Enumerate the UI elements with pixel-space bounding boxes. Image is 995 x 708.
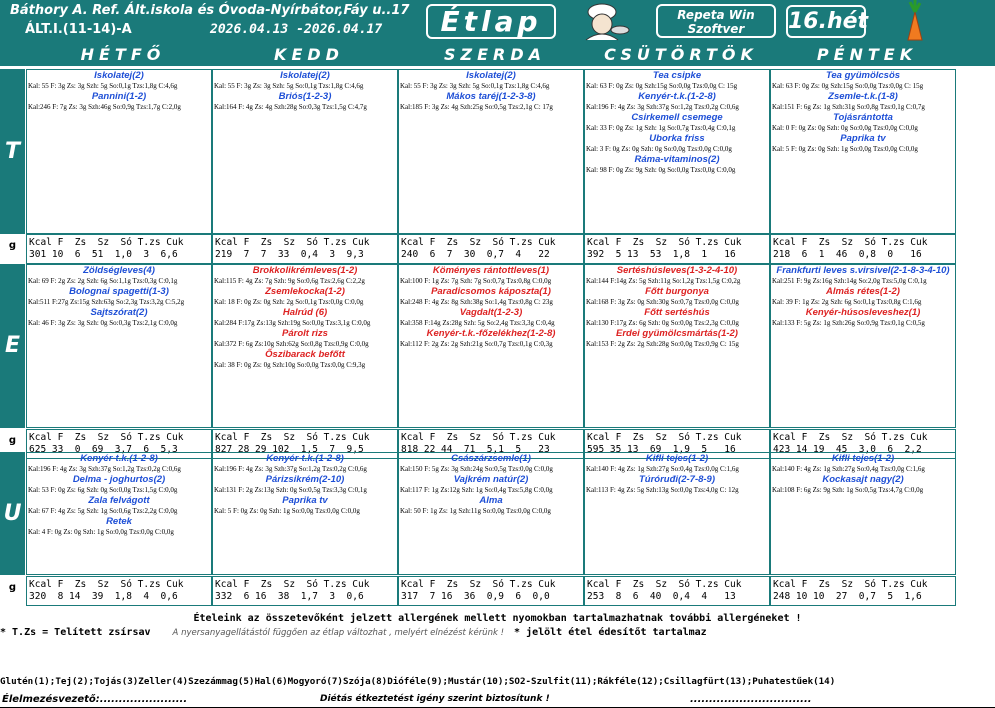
menu-item (27, 516, 211, 537)
unit-label: g (8, 240, 17, 251)
nutrition-line: Kal:133 F: 5g Zs: 1g Szh:26g So:0,9g Tzs:0,1g C:0,5g (772, 319, 925, 327)
menu-item (399, 474, 583, 495)
class-label: ÁLT.I.(11-14)-A (25, 22, 132, 37)
food-name: Kenyér-t.k.-főzelékhez(1-2-8) (426, 328, 556, 339)
sum-values: 423 14 19 45 3,0 6 2,2 (773, 444, 922, 455)
menu-item (585, 91, 769, 112)
food-name: Kenyér-t.k.(1-2-8) (266, 453, 344, 464)
nutrition-line: Kal:185 F: 3g Zs: 4g Szh:25g So:0,5g Tzs:2,1g C: 17g (400, 103, 553, 111)
sum-values: 219 7 7 33 0,4 3 9,3 (215, 249, 364, 260)
menu-item (585, 474, 769, 495)
food-name: Frankfurti leves s.virsivel(2-1-8-3-4-10) (776, 265, 950, 276)
menu-cell (584, 264, 770, 428)
food-name: Kifli tejes(1-2) (831, 453, 895, 464)
nutrition-line: Kal: 39 F: 1g Zs: 2g Szh: 6g So:0,1g Tzs:0,8g C:1,6g (772, 298, 922, 306)
food-name: Párolt rizs (282, 328, 328, 339)
tzs-note: * T.Zs = Telített zsírsav (0, 627, 151, 638)
menu-item (213, 265, 397, 286)
nutrition-line: Kal:248 F: 4g Zs: 8g Szh:38g So:1,4g Tzs:0,8g C: 23g (400, 298, 553, 306)
nutrition-line: Kal:358 F:14g Zs:28g Szh: 5g So:2,4g Tzs:3,3g C:0,4g (400, 319, 555, 327)
nutrition-line: Kal: 98 F: 0g Zs: 9g Szh: 0g So:0,0g Tzs:0,0g C:0,0g (586, 166, 736, 174)
meal-label-E: E (0, 264, 25, 428)
nutrition-line: Kal:511 F:27g Zs:15g Szh:63g So:2,3g Tzs:3,2g C:5,2g (28, 298, 185, 306)
daily-sum (26, 576, 212, 606)
food-name: Sertéshúsleves(1-3-2-4-10) (616, 265, 738, 276)
food-name: Bolognai spagetti(1-3) (69, 286, 169, 297)
nutrition-line: Kal: 4 F: 0g Zs: 0g Szh: 1g So:0,0g Tzs:0,0g C:0,0g (28, 528, 174, 536)
food-name: Erdei gyümölcsmártás(1-2) (616, 328, 738, 339)
daily-sum (770, 234, 956, 264)
nutrition-line: Kal:151 F: 6g Zs: 1g Szh:31g So:0,8g Tzs:0,1g C:0,7g (772, 103, 925, 111)
menu-item (399, 70, 583, 91)
food-name: Zöldségleves(4) (83, 265, 155, 276)
nutrition-line: Kal:115 F: 4g Zs: 7g Szh: 9g So:0,6g Tzs:2,6g C:2,2g (214, 277, 365, 285)
food-name: Kenyér-húsosleveshez(1) (805, 307, 921, 318)
nutrition-line: Kal: 55 F: 3g Zs: 3g Szh: 5g So:0,1g Tzs:1,8g C:4,6g (28, 82, 178, 90)
food-name: Iskolatej(2) (466, 70, 516, 81)
menu-item (771, 91, 955, 112)
nutrition-line: Kal: 67 F: 4g Zs: 5g Szh: 1g So:0,6g Tzs:2,2g C:0,0g (28, 507, 178, 515)
manager-line (0, 694, 995, 708)
nutrition-line: Kal:117 F: 1g Zs:12g Szh: 1g So:0,4g Tzs:5,8g C:0,0g (400, 486, 553, 494)
nutrition-line: Kal:196 F: 4g Zs: 3g Szh:37g So:1,2g Tzs:0,2g C:0,6g (214, 465, 367, 473)
food-name: Iskolatej(2) (280, 70, 330, 81)
food-name: Brokkolikrémleves(1-2) (252, 265, 358, 276)
food-name: Sajtszórat(2) (90, 307, 148, 318)
nutrition-line: Kal:140 F: 4g Zs: 1g Szh:27g So:0,4g Tzs:0,0g C:1,6g (772, 465, 925, 473)
menu-item (27, 286, 211, 307)
nutrition-line: Kal:284 F:17g Zs:13g Szh:19g So:0,0g Tzs:3,1g C:0,0g (214, 319, 371, 327)
food-name: Vajkrém natúr(2) (453, 474, 529, 485)
food-name: Főtt sertéshús (644, 307, 710, 318)
daily-sum (398, 576, 584, 606)
footer-note-line (0, 627, 995, 638)
header-bar (0, 0, 995, 43)
nutrition-line: Kal:108 F: 6g Zs: 9g Szh: 1g So:0,5g Tzs:4,7g C:0,0g (772, 486, 924, 494)
menu-item (771, 133, 955, 154)
sum-header: Kcal F Zs Sz Só T.zs Cuk (773, 237, 928, 248)
menu-item (213, 328, 397, 349)
menu-cell (26, 264, 212, 428)
menu-cell (212, 264, 398, 428)
chef-icon (572, 2, 632, 42)
food-name: Almás rétes(1-2) (826, 286, 900, 297)
software-name: Repeta Win (677, 8, 755, 22)
food-name: Vagdalt(1-2-3) (459, 307, 523, 318)
menu-item (585, 70, 769, 91)
menu-item (399, 286, 583, 307)
menu-item (585, 265, 769, 286)
signature-line: ................................ (690, 694, 812, 705)
menu-item (771, 474, 955, 495)
nutrition-line: Kal:246 F: 7g Zs: 3g Szh:46g So:0,9g Tzs:1,7g C:2,0g (28, 103, 181, 111)
sum-header: Kcal F Zs Sz Só T.zs Cuk (587, 579, 742, 590)
nutrition-line: Kal:251 F: 9g Zs:16g Szh:14g So:2,0g Tzs:5,0g C:0,1g (772, 277, 927, 285)
nutrition-line: Kal: 50 F: 1g Zs: 1g Szh:11g So:0,0g Tzs:0,0g C:0,0g (400, 507, 551, 515)
menu-item (585, 133, 769, 154)
nutrition-line: Kal: 55 F: 3g Zs: 3g Szh: 5g So:0,1g Tzs:1,8g C:4,6g (400, 82, 550, 90)
meal-label-U: U (0, 452, 25, 575)
menu-item (585, 453, 769, 474)
menu-item (585, 286, 769, 307)
nutrition-line: Kal: 3 F: 0g Zs: 0g Szh: 0g So:0,0g Tzs:0,0g C:0,0g (586, 145, 732, 153)
menu-item (213, 453, 397, 474)
software-badge (656, 4, 776, 38)
day-header-2: KEDD (274, 45, 344, 64)
unit-label: g (8, 582, 17, 593)
menu-item (213, 91, 397, 112)
manager-label: Élelmezésvezető:....................... (2, 694, 188, 705)
menu-cell (26, 69, 212, 234)
day-header-1: HÉTFŐ (80, 45, 166, 64)
sum-header: Kcal F Zs Sz Só T.zs Cuk (215, 432, 370, 443)
week-label: 16.hét (786, 5, 866, 38)
menu-item (27, 495, 211, 516)
food-name: Párizsikrém(2-10) (265, 474, 345, 485)
unit-label: g (8, 435, 17, 446)
food-name: Kenyér-t.k.(1-2-8) (638, 91, 716, 102)
sum-values: 320 8 14 39 1,8 4 0,6 (29, 591, 178, 602)
nutrition-line: Kal: 69 F: 2g Zs: 2g Szh: 6g So:1,1g Tzs:0,3g C:0,1g (28, 277, 178, 285)
menu-item (771, 453, 955, 474)
nutrition-line: Kal: 5 F: 0g Zs: 0g Szh: 1g So:0,0g Tzs:0,0g C:0,0g (772, 145, 918, 153)
sum-values: 253 8 6 40 0,4 4 13 (587, 591, 736, 602)
sum-values: 818 22 44 71 5,1 5 23 (401, 444, 550, 455)
nutrition-line: Kal:164 F: 4g Zs: 4g Szh:28g So:0,3g Tzs:1,5g C:4,7g (214, 103, 367, 111)
nutrition-line: Kal: 33 F: 0g Zs: 1g Szh: 1g So:0,7g Tzs:0,4g C:0,1g (586, 124, 736, 132)
food-name: Mákos taréj(1-2-3-8) (446, 91, 536, 102)
nutrition-line: Kal: 0 F: 0g Zs: 0g Szh: 0g So:0,0g Tzs:0,0g C:0,0g (772, 124, 918, 132)
menu-item (771, 265, 955, 286)
nutrition-line: Kal: 18 F: 0g Zs: 0g Szh: 2g So:0,1g Tzs:0,0g C:0,0g (214, 298, 364, 306)
software-sub: Szoftver (687, 22, 745, 36)
menu-item (213, 495, 397, 516)
allergen-note: Ételeink az összetevőként jelzett allergének mellett nyomokban tartalmazhatnak további allergéneket ! (193, 613, 802, 624)
food-name: Uborka friss (649, 133, 705, 144)
food-name: Paprika tv (282, 495, 328, 506)
menu-item (27, 265, 211, 286)
menu-cell (584, 69, 770, 234)
sum-header: Kcal F Zs Sz Só T.zs Cuk (29, 579, 184, 590)
menu-item (213, 349, 397, 370)
menu-item (771, 70, 955, 91)
food-name: Köményes rántottleves(1) (432, 265, 550, 276)
daily-sum (770, 576, 956, 606)
nutrition-line: Kal:131 F: 2g Zs:13g Szh: 0g So:0,5g Tzs:3,3g C:0,1g (214, 486, 367, 494)
daily-sum (584, 234, 770, 264)
menu-item (399, 453, 583, 474)
menu-cell (26, 452, 212, 575)
menu-item (771, 112, 955, 133)
menu-item (399, 265, 583, 286)
menu-cell (584, 452, 770, 575)
menu-item (213, 70, 397, 91)
food-name: Pannini(1-2) (91, 91, 147, 102)
nutrition-line: Kal: 38 F: 0g Zs: 0g Szh:10g So:0,0g Tzs:0,0g C:9,3g (214, 361, 366, 369)
food-name: Kenyér-t.k.(1-2-8) (80, 453, 158, 464)
food-name: Túróruđi(2-7-8-9) (639, 474, 715, 485)
change-note: A nyersanyagellátástól függően az étlap változhat , melyért elnézést kérünk ! (172, 628, 504, 638)
menu-item (27, 453, 211, 474)
menu-item (585, 307, 769, 328)
nutrition-line: Kal:372 F: 6g Zs:10g Szh:62g So:0,8g Tzs:0,9g C:0,0g (214, 340, 369, 348)
menu-item (399, 328, 583, 349)
nutrition-line: Kal: 63 F: 0g Zs: 0g Szh:15g So:0,0g Tzs:0,0g C: 15g (586, 82, 738, 90)
nutrition-line: Kal:196 F: 4g Zs: 3g Szh:37g So:1,2g Tzs:0,2g C:0,6g (586, 103, 739, 111)
menu-cell (398, 452, 584, 575)
diet-note: Diétás étkeztetést igény szerint biztosítunk ! (320, 694, 550, 704)
food-name: Császárzsemle(1) (451, 453, 531, 464)
daily-sum (212, 576, 398, 606)
sum-header: Kcal F Zs Sz Só T.zs Cuk (29, 237, 184, 248)
daily-sum (212, 234, 398, 264)
food-name: Halrúd (6) (282, 307, 328, 318)
nutrition-line: Kal:100 F: 1g Zs: 7g Szh: 7g So:0,7g Tzs:0,8g C:0,0g (400, 277, 552, 285)
menu-item (399, 307, 583, 328)
sum-values: 240 6 7 30 0,7 4 22 (401, 249, 550, 260)
food-name: Retek (106, 516, 132, 527)
day-header-4: CSÜTÖRTÖK (604, 45, 758, 64)
food-name: Zsemle-t.k.(1-8) (828, 91, 898, 102)
day-header-3: SZERDA (443, 45, 547, 64)
food-name: Delma - joghurtos(2) (72, 474, 166, 485)
menu-item (27, 91, 211, 112)
day-header-row (0, 43, 995, 66)
food-name: Paprika tv (840, 133, 886, 144)
nutrition-line: Kal: 63 F: 0g Zs: 0g Szh:15g So:0,0g Tzs:0,0g C: 15g (772, 82, 924, 90)
nutrition-line: Kal: 46 F: 3g Zs: 3g Szh: 0g So:0,3g Tzs:2,1g C:0,0g (28, 319, 178, 327)
menu-item (399, 495, 583, 516)
food-name: Alma (479, 495, 503, 506)
sum-values: 317 7 16 36 0,9 6 0,0 (401, 591, 550, 602)
nutrition-line: Kal:113 F: 4g Zs: 5g Szh:13g So:0,0g Tzs:4,0g C: 12g (586, 486, 739, 494)
sweetener-note: * jelölt étel édesítőt tartalmaz (514, 627, 707, 638)
nutrition-line: Kal: 55 F: 3g Zs: 3g Szh: 5g So:0,1g Tzs:1,8g C:4,6g (214, 82, 364, 90)
sum-values: 595 35 13 69 1,9 5 16 (587, 444, 736, 455)
food-name: Paradicsomos káposzta(1) (431, 286, 551, 297)
food-name: Tea csipke (652, 70, 702, 81)
nutrition-line: Kal:153 F: 2g Zs: 2g Szh:28g So:0,0g Tzs:0,9g C: 15g (586, 340, 739, 348)
day-header-5: PÉNTEK (816, 45, 918, 64)
date-range: 2026.04.13 -2026.04.17 (210, 22, 383, 37)
food-name: Főtt burgonya (645, 286, 709, 297)
menu-cell (770, 264, 956, 428)
menu-item (585, 112, 769, 133)
food-name: Briós(1-2-3) (278, 91, 332, 102)
sum-values: 392 5 13 53 1,8 1 16 (587, 249, 736, 260)
sum-header: Kcal F Zs Sz Só T.zs Cuk (401, 579, 556, 590)
menu-item (213, 307, 397, 328)
menu-item (771, 286, 955, 307)
menu-item (27, 307, 211, 328)
menu-cell (212, 69, 398, 234)
sum-values: 218 6 1 46 0,8 0 16 (773, 249, 922, 260)
menu-cell (398, 264, 584, 428)
food-name: Őszibarack befőtt (265, 349, 345, 360)
sum-values: 332 6 16 38 1,7 3 0,6 (215, 591, 364, 602)
nutrition-line: Kal: 5 F: 0g Zs: 0g Szh: 1g So:0,0g Tzs:0,0g C:0,0g (214, 507, 360, 515)
sum-header: Kcal F Zs Sz Só T.zs Cuk (773, 579, 928, 590)
menu-cell (770, 452, 956, 575)
nutrition-line: Kal: 53 F: 0g Zs: 6g Szh: 0g So:0,0g Tzs:1,5g C:0,0g (28, 486, 178, 494)
sum-values: 248 10 10 27 0,7 5 1,6 (773, 591, 922, 602)
food-name: Tea gyümölcsös (825, 70, 901, 81)
menu-item (27, 70, 211, 91)
sum-header: Kcal F Zs Sz Só T.zs Cuk (215, 579, 370, 590)
sum-header: Kcal F Zs Sz Só T.zs Cuk (29, 432, 184, 443)
nutrition-line: Kal:112 F: 2g Zs: 2g Szh:21g So:0,7g Tzs:0,1g C:0,3g (400, 340, 553, 348)
nutrition-line: Kal:168 F: 3g Zs: 0g Szh:30g So:0,7g Tzs:0,0g C:0,0g (586, 298, 739, 306)
sum-header: Kcal F Zs Sz Só T.zs Cuk (401, 237, 556, 248)
menu-cell (212, 452, 398, 575)
menu-item (585, 328, 769, 349)
food-name: Iskolatej(2) (94, 70, 144, 81)
daily-sum (584, 576, 770, 606)
food-name: Ráma-vitaminos(2) (634, 154, 720, 165)
sum-values: 625 33 0 69 3,7 6 5,3 (29, 444, 178, 455)
menu-cell (398, 69, 584, 234)
carrot-icon (900, 0, 930, 42)
nutrition-line: Kal:144 F:14g Zs: 5g Szh:11g So:1,2g Tzs:1,5g C:0,2g (586, 277, 741, 285)
menu-item (585, 154, 769, 175)
food-name: Zala felvágott (88, 495, 150, 506)
sum-values: 827 28 29 102 1,5 7 9,5 (215, 444, 364, 455)
food-name: Zsemlekocka(1-2) (265, 286, 345, 297)
food-name: Tojásrántotta (833, 112, 893, 123)
school-name: Báthory A. Ref. Ált.iskola és Óvoda-Nyírbátor,Fáy u..17 (10, 3, 410, 18)
menu-item (399, 91, 583, 112)
meal-label-T: T (0, 69, 25, 234)
sum-header: Kcal F Zs Sz Só T.zs Cuk (401, 432, 556, 443)
menu-cell (770, 69, 956, 234)
nutrition-line: Kal:196 F: 4g Zs: 3g Szh:37g So:1,2g Tzs:0,2g C:0,6g (28, 465, 181, 473)
sum-header: Kcal F Zs Sz Só T.zs Cuk (587, 237, 742, 248)
allergen-list: Glutén(1);Tej(2);Tojás(3)Zeller(4)Szezámmag(5)Hal(6)Mogyoró(7)Szója(8)Dióféle(9);Mustár(10);SO2-Szulfit(11);Rákféle(12);Csillagfürt(13);Puhatestűek(14) (0, 676, 836, 687)
sum-header: Kcal F Zs Sz Só T.zs Cuk (215, 237, 370, 248)
menu-item (771, 307, 955, 328)
nutrition-line: Kal:150 F: 5g Zs: 3g Szh:24g So:0,5g Tzs:0,0g C:0,0g (400, 465, 553, 473)
food-name: Kockasajt nagy(2) (822, 474, 904, 485)
sum-values: 301 10 6 51 1,0 3 6,6 (29, 249, 178, 260)
menu-item (213, 286, 397, 307)
sum-header: Kcal F Zs Sz Só T.zs Cuk (773, 432, 928, 443)
menu-item (213, 474, 397, 495)
menu-title: Étlap (426, 4, 556, 39)
nutrition-line: Kal:130 F:17g Zs: 6g Szh: 0g So:0,0g Tzs:2,3g C:0,0g (586, 319, 739, 327)
food-name: Csirkemell csemege (631, 112, 723, 123)
nutrition-line: Kal:140 F: 4g Zs: 1g Szh:27g So:0,4g Tzs:0,0g C:1,6g (586, 465, 739, 473)
menu-item (27, 474, 211, 495)
daily-sum (26, 234, 212, 264)
daily-sum (398, 234, 584, 264)
food-name: Kifli tejes(1-2) (645, 453, 709, 464)
sum-header: Kcal F Zs Sz Só T.zs Cuk (587, 432, 742, 443)
